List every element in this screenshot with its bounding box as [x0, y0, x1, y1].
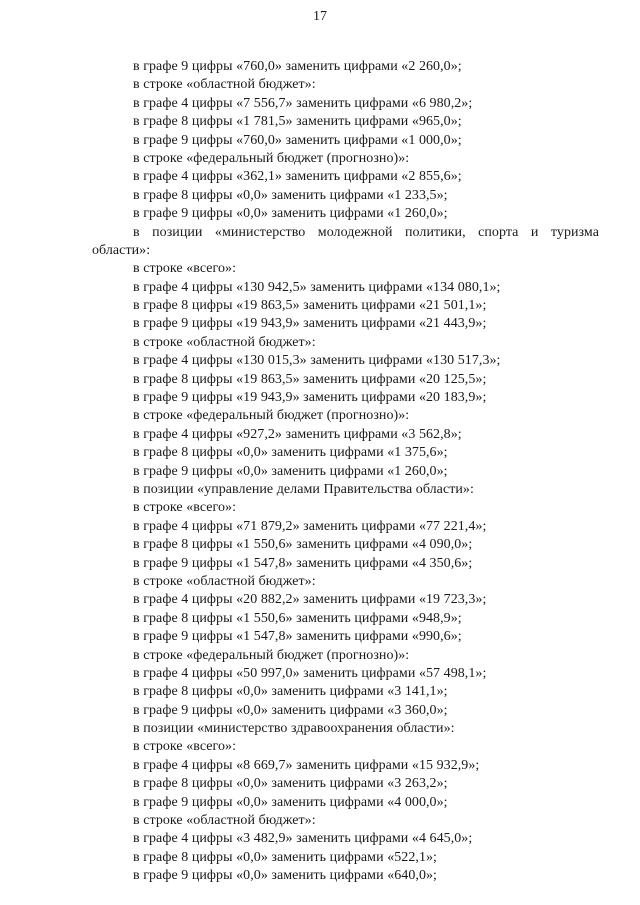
- text-line: в графе 9 цифры «19 943,9» заменить цифрами «21 443,9»;: [133, 316, 487, 332]
- text-line: в позиции «министерство здравоохранения области»:: [133, 721, 455, 737]
- text-line: в графе 8 цифры «19 863,5» заменить цифрами «21 501,1»;: [133, 298, 487, 314]
- text-line: в строке «областной бюджет»:: [133, 573, 316, 589]
- text-line: в графе 8 цифры «0,0» заменить цифрами «3 263,2»;: [133, 776, 448, 792]
- text-line: в графе 9 цифры «1 547,8» заменить цифрами «990,6»;: [133, 629, 462, 645]
- text-line: в графе 8 цифры «1 781,5» заменить цифрами «965,0»;: [133, 114, 462, 130]
- text-line: в графе 9 цифры «760,0» заменить цифрами «2 260,0»;: [133, 59, 462, 74]
- text-line: в графе 8 цифры «0,0» заменить цифрами «1 375,6»;: [133, 445, 448, 461]
- page-number: 17: [313, 9, 327, 24]
- text-line: в графе 4 цифры «130 942,5» заменить цифрами «134 080,1»;: [133, 279, 501, 295]
- text-line: в графе 8 цифры «1 550,6» заменить цифрами «948,9»;: [133, 610, 462, 626]
- text-line: в графе 4 цифры «927,2» заменить цифрами «3 562,8»;: [133, 426, 462, 442]
- text-line: в строке «федеральный бюджет (прогнозно)»:: [133, 150, 410, 166]
- text-line: в строке «федеральный бюджет (прогнозно)»:: [133, 647, 410, 663]
- text-line: в графе 8 цифры «0,0» заменить цифрами «3 141,1»;: [133, 684, 448, 700]
- text-line: в графе 4 цифры «50 997,0» заменить цифрами «57 498,1»;: [133, 665, 487, 681]
- text-line: в графе 4 цифры «7 556,7» заменить цифрами «6 980,2»;: [133, 95, 473, 111]
- text-line: в строке «всего»:: [133, 739, 237, 755]
- text-line: в графе 9 цифры «760,0» заменить цифрами «1 000,0»;: [133, 132, 462, 148]
- text-line: в строке «федеральный бюджет (прогнозно)»:: [133, 408, 410, 424]
- text-line: в строке «всего»:: [133, 500, 237, 516]
- text-line: в графе 9 цифры «0,0» заменить цифрами «4 000,0»;: [133, 794, 448, 810]
- text-line: в графе 9 цифры «1 547,8» заменить цифрами «4 350,6»;: [133, 555, 473, 571]
- text-line: в графе 4 цифры «3 482,9» заменить цифрами «4 645,0»;: [133, 831, 473, 847]
- text-line: в строке «областной бюджет»:: [133, 334, 316, 350]
- text-line: области»:: [92, 242, 151, 258]
- text-line: в позиции «управление делами Правительства области»:: [133, 482, 474, 497]
- text-line: в графе 9 цифры «0,0» заменить цифрами «1 260,0»;: [133, 206, 448, 222]
- text-line: в графе 4 цифры «71 879,2» заменить цифрами «77 221,4»;: [133, 518, 487, 534]
- document-body: [92, 58, 599, 886]
- text-line: в строке «всего»:: [133, 261, 237, 277]
- text-line: в графе 9 цифры «19 943,9» заменить цифрами «20 183,9»;: [133, 390, 487, 406]
- text-line: в графе 9 цифры «0,0» заменить цифрами «3 360,0»;: [133, 702, 448, 718]
- text-line: в графе 9 цифры «0,0» заменить цифрами «640,0»;: [133, 868, 437, 884]
- text-line: в строке «областной бюджет»:: [133, 813, 316, 829]
- text-line: в графе 4 цифры «130 015,3» заменить цифрами «130 517,3»;: [133, 353, 501, 369]
- text-line: в графе 8 цифры «19 863,5» заменить цифрами «20 125,5»;: [133, 371, 487, 387]
- text-line: в графе 8 цифры «1 550,6» заменить цифрами «4 090,0»;: [133, 537, 473, 553]
- text-line: в графе 4 цифры «20 882,2» заменить цифрами «19 723,3»;: [133, 592, 487, 608]
- text-line: в графе 8 цифры «0,0» заменить цифрами «522,1»;: [133, 849, 437, 865]
- text-line: в графе 9 цифры «0,0» заменить цифрами «1 260,0»;: [133, 463, 448, 479]
- text-line: в строке «областной бюджет»:: [133, 77, 316, 93]
- text-line: в графе 8 цифры «0,0» заменить цифрами «1 233,5»;: [133, 187, 448, 203]
- text-line: в позиции «министерство молодежной политики, спорта и туризма: [133, 224, 599, 240]
- text-line: в графе 4 цифры «8 669,7» заменить цифрами «15 932,9»;: [133, 757, 480, 773]
- text-line: в графе 4 цифры «362,1» заменить цифрами «2 855,6»;: [133, 169, 462, 185]
